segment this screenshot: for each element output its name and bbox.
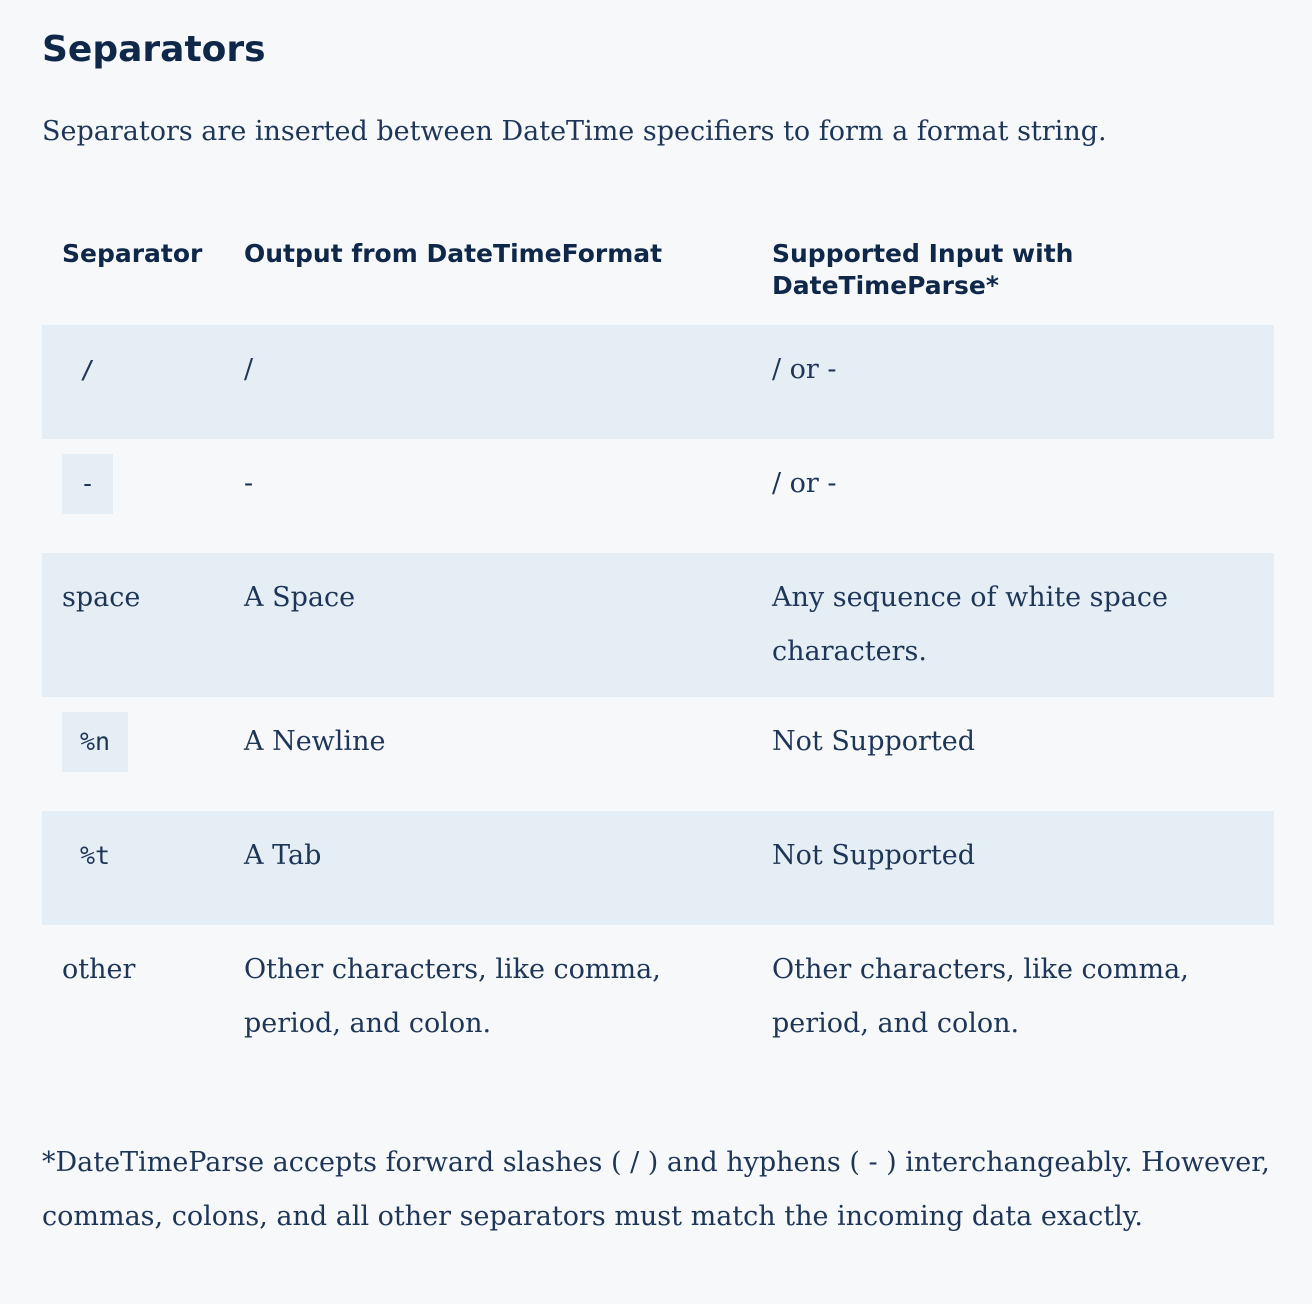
output-cell: A Space <box>244 582 356 613</box>
input-cell: / or - <box>772 354 837 385</box>
separator-cell <box>62 343 113 400</box>
input-cell: Other characters, like comma, period, and colon. <box>772 954 1189 1039</box>
intro-paragraph: Separators are inserted between DateTime specifiers to form a format string. <box>42 116 1107 147</box>
output-cell: A Tab <box>244 840 322 871</box>
separator-code: - <box>62 454 113 514</box>
input-cell: Not Supported <box>772 726 976 757</box>
footnote: *DateTimeParse accepts forward slashes ( / ) and hyphens ( - ) interchangeably. However, commas, colons, and all other separators must match the incoming data exactly. <box>42 1147 1270 1232</box>
separator-cell: other <box>62 954 136 985</box>
separator-code: %n <box>62 712 128 772</box>
header-input: Supported Input with DateTimeParse* <box>772 239 1074 300</box>
table-row <box>42 697 1274 811</box>
table-row <box>42 439 1274 553</box>
output-cell: A Newline <box>244 726 386 757</box>
separator-code: / <box>80 355 96 384</box>
table-row <box>42 553 1274 697</box>
table-row <box>42 325 1274 439</box>
table-header <box>42 226 1274 325</box>
input-cell: Any sequence of white space characters. <box>772 582 1168 667</box>
separator-cell <box>62 715 128 772</box>
output-cell: - <box>244 468 254 499</box>
input-cell: / or - <box>772 468 837 499</box>
header-separator: Separator <box>62 239 203 268</box>
separator-cell <box>62 457 113 514</box>
output-cell: / <box>244 354 254 385</box>
input-cell: Not Supported <box>772 840 976 871</box>
header-output: Output from DateTimeFormat <box>244 239 663 268</box>
table-row <box>42 811 1274 925</box>
separator-cell: space <box>62 582 141 613</box>
page-title: Separators <box>42 29 266 70</box>
separators-table <box>42 226 1274 1069</box>
output-cell: Other characters, like comma, period, and colon. <box>244 954 661 1039</box>
separator-cell <box>62 829 128 886</box>
separator-code: %t <box>80 841 111 870</box>
table-row <box>42 925 1274 1069</box>
